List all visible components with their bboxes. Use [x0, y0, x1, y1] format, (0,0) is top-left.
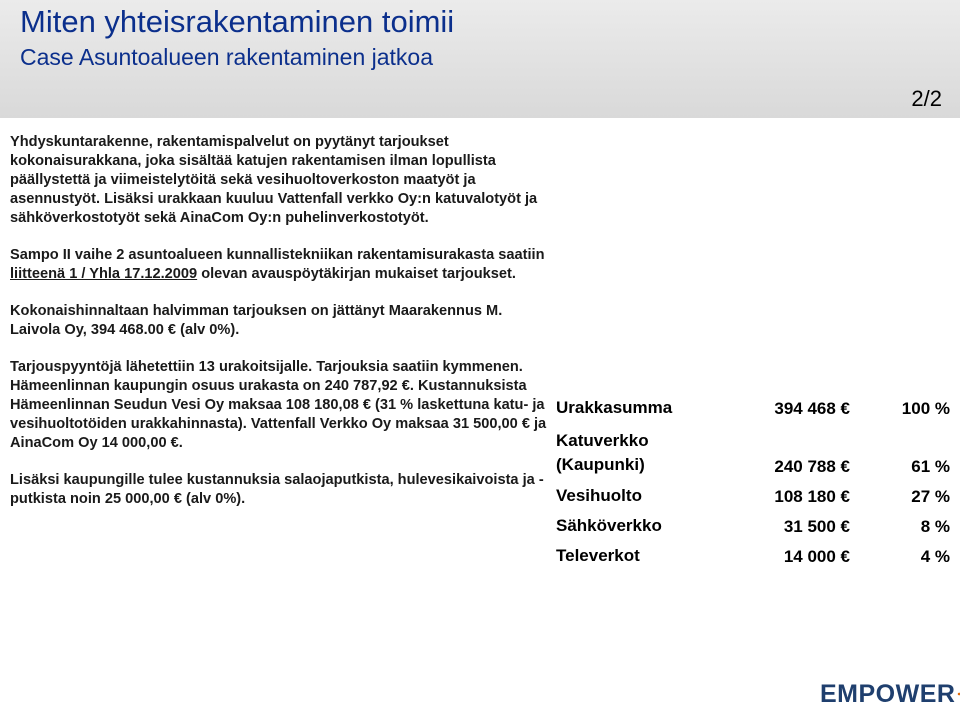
cost-label: Sähköverkko [556, 516, 662, 535]
cost-row-televerkot [556, 542, 950, 572]
scan-paragraph-4: Tarjouspyyntöjä lähetettiin 13 urakoitsijalle. Tarjouksia saatiin kymmenen. Hämeenlinnan kaupungin osuus urakasta on 240 787,92 €. Kustannuksista Hämeenlinnan Seudun Vesi Oy maksaa 108 180,08 € (31 % laskettuna katu- ja vesihuoltotöiden urakkahinnasta). Vattenfall Verkko Oy maksaa 31 500,00 € ja AinaCom Oy 14 000,00 €. [10, 359, 547, 451]
slide-header [0, 0, 960, 118]
scanned-document-text [10, 133, 548, 527]
cost-amount: 31 500 € [783, 517, 850, 536]
scan-paragraph-2 [10, 246, 548, 284]
cost-percent: 4 % [920, 547, 950, 566]
cost-label: Urakkasumma [556, 398, 673, 417]
cost-percent: 27 % [911, 487, 950, 506]
cost-label: Televerkot [556, 546, 640, 565]
empower-logo [820, 680, 960, 708]
slide-title: Miten yhteisrakentaminen toimii [20, 4, 455, 39]
cost-amount: 394 468 € [774, 399, 850, 418]
cost-label: Vesihuolto [556, 486, 642, 505]
cost-row-sahkoverkko [556, 512, 950, 542]
attachment-reference: liitteenä 1 / Yhla 17.12.2009 [10, 266, 198, 282]
scan-paragraph-2-start: Sampo II vaihe 2 asuntoalueen kunnallistekniikan rakentamisurakasta saatiin [10, 247, 545, 263]
cost-amount: 108 180 € [774, 487, 850, 506]
cost-label-line-1: Katuverkko [556, 431, 649, 450]
slide-subtitle: Case Asuntoalueen rakentaminen jatkoa [20, 44, 434, 70]
cost-breakdown [556, 394, 950, 572]
cost-row-katuverkko [556, 424, 950, 482]
cost-percent: 8 % [920, 517, 950, 536]
cost-amount: 240 788 € [774, 457, 850, 476]
scan-paragraph-2-end: olevan avauspöytäkirjan mukaiset tarjoukset. [197, 266, 516, 282]
cost-percent: 61 % [911, 457, 950, 476]
cost-row-vesihuolto [556, 482, 950, 512]
logo-wordmark: EMPOWER [820, 679, 956, 708]
cost-label-line-2: (Kaupunki) [556, 455, 645, 474]
page-number: 2/2 [911, 86, 942, 111]
scan-paragraph-3: Kokonaishinnaltaan halvimman tarjouksen on jättänyt Maarakennus M. Laivola Oy, 394 468.00 € (alv 0%). [10, 303, 503, 338]
scan-paragraph-5: Lisäksi kaupungille tulee kustannuksia salaojaputkista, hulevesikaivoista ja -putkista noin 25 000,00 € (alv 0%). [10, 472, 544, 507]
cost-amount: 14 000 € [783, 547, 850, 566]
cost-row-urakkasumma [556, 394, 950, 424]
cost-label [556, 429, 649, 477]
cost-percent: 100 % [901, 399, 950, 418]
scan-paragraph-1: Yhdyskuntarakenne, rakentamispalvelut on pyytänyt tarjoukset kokonaisurakkana, joka sisältää katujen rakentamisen ilman lopullista päällystettä ja viimeistelytöitä sekä vesihuoltoverkoston maatyöt ja asennustyöt. Lisäksi urakkaan kuuluu Vattenfall verkko Oy:n katuvalotyöt ja sähköverkostotyöt sekä AinaCom Oy:n puhelinverkostotyöt. [10, 134, 538, 226]
